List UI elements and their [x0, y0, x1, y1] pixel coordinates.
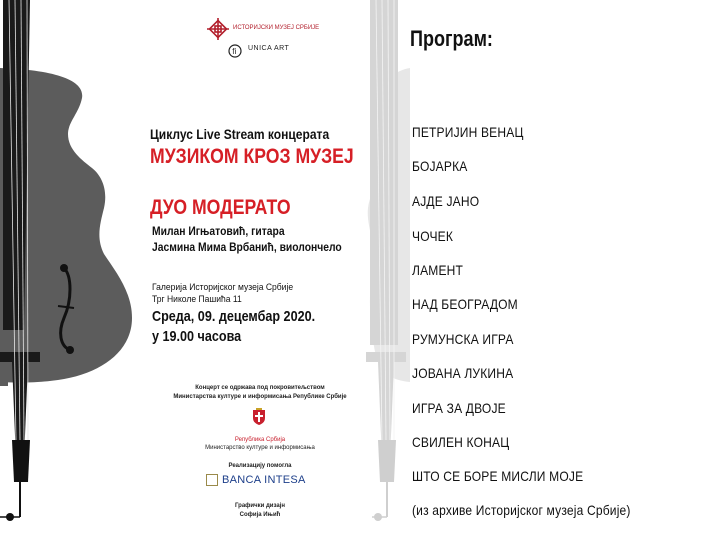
ministry-subtitle: Министарство културе и информисања [205, 445, 315, 451]
concert-title: МУЗИКОМ КРОЗ МУЗЕЈ [150, 145, 354, 168]
program-source-note: (из архиве Историјског музеја Србије) [412, 502, 631, 518]
venue-line: Галерија Историјског музеја Србије [152, 282, 294, 293]
ensemble-name: ДУО МОДЕРАТО [150, 196, 291, 219]
designer-name: Софија Ињић [239, 512, 281, 518]
event-date: Среда, 09. децембар 2020. [152, 308, 316, 325]
program-heading: Програм: [410, 26, 493, 51]
cello-illustration-left [0, 0, 150, 560]
performer-line: Јасмина Мима Врбанић, виолончело [152, 240, 342, 254]
program-item: ШТО СЕ БОРЕ МИСЛИ МОЈЕ [412, 468, 584, 484]
bank-name: BANCA INTESA [222, 474, 306, 486]
performer-line: Милан Игњатовић, гитара [152, 224, 285, 238]
program-item: ИГРА ЗА ДВОЈЕ [412, 400, 506, 416]
ministry-name: Република Србија [234, 437, 286, 443]
program-item: НАД БЕОГРАДОМ [412, 296, 518, 312]
program-item: ЛАМЕНТ [412, 262, 464, 278]
museum-logo-text: ИСТОРИЈСКИ МУЗЕЈ СРБИЈЕ [233, 25, 320, 31]
series-line: Циклус Live Stream концерата [150, 126, 330, 142]
bank-emblem-icon [206, 474, 218, 486]
museum-logo [207, 18, 320, 42]
program-item: АЈДЕ ЈАНО [412, 193, 480, 209]
program-item: БОЈАРКА [412, 158, 468, 174]
patronage-line: Министарства културе и информисања Републике Србије [173, 394, 347, 400]
event-time: у 19.00 часова [152, 328, 242, 345]
design-label: Графички дизајн [235, 503, 285, 509]
patronage-line: Концерт се одржава под покровитељством [195, 385, 325, 391]
svg-text:ﬁ: ﬁ [232, 47, 237, 56]
serbia-crest-icon [251, 408, 267, 426]
museum-emblem-icon [207, 18, 229, 40]
program-item: ПЕТРИЈИН ВЕНАЦ [412, 124, 524, 140]
sponsor-label: Реализацију помогла [228, 463, 292, 469]
program-item: ЧОЧЕК [412, 228, 454, 244]
unica-emblem-icon [228, 44, 242, 58]
venue-address: Трг Николе Пашића 11 [152, 294, 242, 305]
cello-illustration-right [360, 0, 410, 560]
unica-logo [228, 44, 288, 60]
program-item: РУМУНСКА ИГРА [412, 331, 514, 347]
program-item: ЈОВАНА ЛУКИНА [412, 365, 514, 381]
program-item: СВИЛЕН КОНАЦ [412, 434, 510, 450]
unica-logo-text: UNICA ART [248, 45, 290, 52]
